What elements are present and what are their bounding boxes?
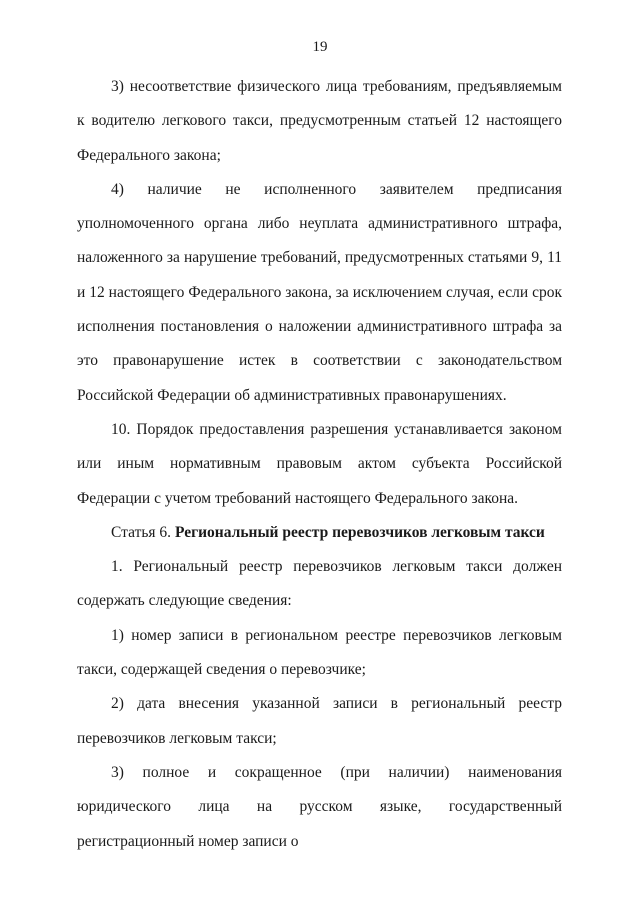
article-heading [77, 516, 562, 550]
article-title: Региональный реестр перевозчиков легковым такси [174, 523, 545, 541]
article-subitem-3: 3) полное и сокращенное (при наличии) наименования юридического лица на русском языке, государственный регистрационный номер записи о [77, 763, 562, 850]
page-number: 19 [312, 39, 328, 55]
paragraph-item-3: 3) несоответствие физического лица требованиям, предъявляемым к водителю легкового такси, предусмотренным статьей 12 настоящего Федерального закона; [77, 78, 562, 164]
paragraph-item-4: 4) наличие не исполненного заявителем предписания уполномоченного органа либо неуплата административного штрафа, наложенного за нарушение требований, предусмотренных статьями 9, 11 и 12 настоящего Федерального закона, за исключением случая, если срок исполнения постановления о наложении административного штрафа за это правонарушение истек в соответствии с законодательством Российской Федерации об административных правонарушениях. [77, 180, 562, 404]
paragraph-clause-10: 10. Порядок предоставления разрешения устанавливается законом или иным нормативным правовым актом субъекта Российской Федерации с учетом требований настоящего Федерального закона. [77, 420, 562, 507]
article-label: Статья 6. [111, 523, 172, 541]
document-body [77, 70, 562, 859]
article-subitem-2: 2) дата внесения указанной записи в региональный реестр перевозчиков легковым такси; [77, 695, 562, 747]
article-paragraph-1: 1. Региональный реестр перевозчиков легковым такси должен содержать следующие сведения: [77, 558, 562, 610]
article-subitem-1: 1) номер записи в региональном реестре перевозчиков легковым такси, содержащей сведения о перевозчике; [77, 626, 562, 679]
